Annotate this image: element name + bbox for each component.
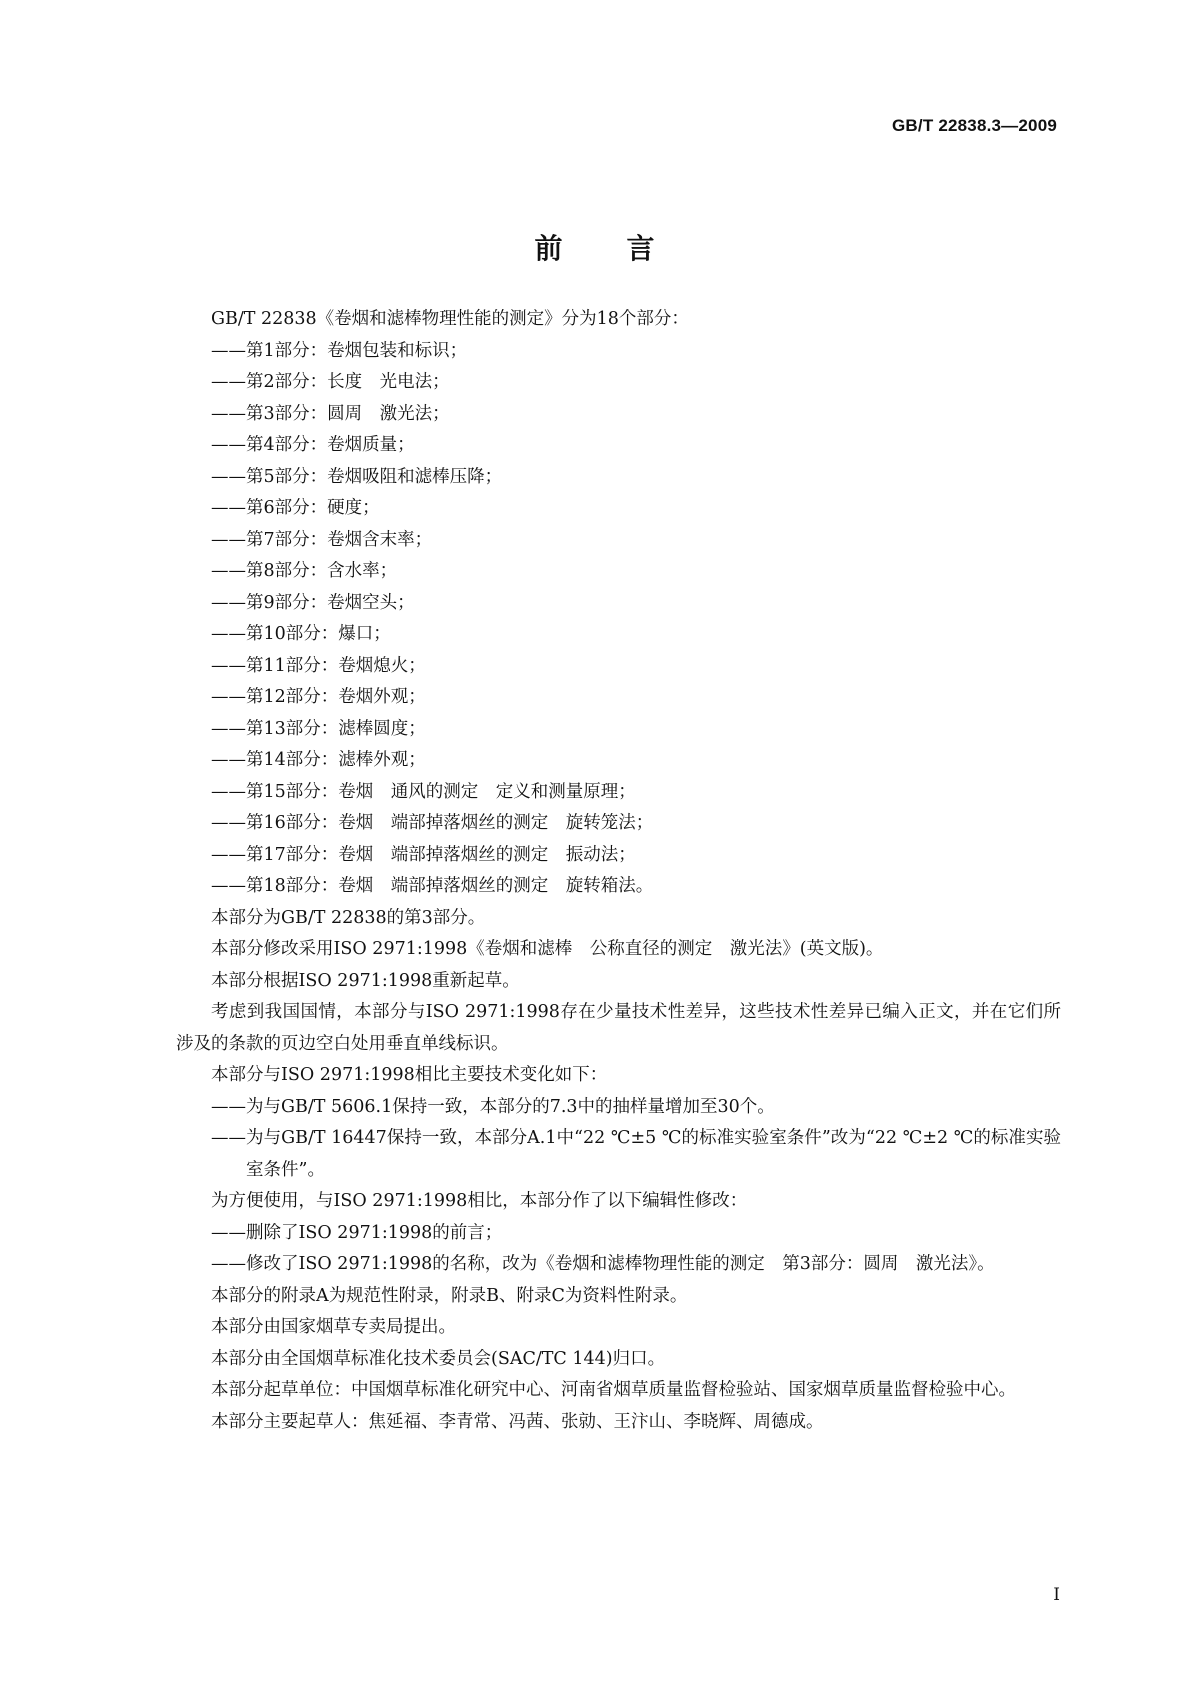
list-item: ——第10部分：爆口； [211, 624, 391, 644]
list-item: ——第14部分：滤棒外观； [211, 750, 426, 770]
list-item: ——第11部分：卷烟熄火； [211, 655, 426, 676]
foreword-body [176, 304, 1061, 1438]
list-item: ——第7部分：卷烟含末率； [211, 529, 433, 550]
list-item: ——第6部分：硬度； [211, 498, 380, 518]
page-number: I [1053, 1585, 1060, 1605]
paragraph: 本部分为GB/T 22838的第3部分。 [211, 907, 486, 928]
paragraph: 本部分修改采用ISO 2971:1998《卷烟和滤棒 公称直径的测定 激光法》(英文版)。 [211, 939, 884, 959]
paragraph: 本部分与ISO 2971:1998相比主要技术变化如下： [211, 1065, 608, 1085]
title-char-1: 前 [534, 232, 565, 265]
list-item: ——第18部分：卷烟 端部掉落烟丝的测定 旋转箱法。 [211, 876, 654, 896]
title-char-2: 言 [626, 232, 657, 265]
parts-list [176, 336, 1061, 903]
paragraph: 本部分起草单位：中国烟草标准化研究中心、河南省烟草质量监督检验站、国家烟草质量监督检验中心。 [211, 1380, 1016, 1400]
paragraph: 本部分主要起草人：焦延福、李青常、冯茜、张勍、王汴山、李晓辉、周德成。 [211, 1411, 824, 1432]
list-item: ——第3部分：圆周 激光法； [211, 403, 450, 424]
list-item: ——修改了ISO 2971:1998的名称，改为《卷烟和滤棒物理性能的测定 第3部分：圆周 激光法》。 [211, 1254, 995, 1274]
list-item: ——第2部分：长度 光电法； [211, 372, 450, 392]
paragraph: 本部分根据ISO 2971:1998重新起草。 [211, 970, 520, 991]
paragraph: 本部分由国家烟草专卖局提出。 [211, 1317, 456, 1337]
list-item: ——第5部分：卷烟吸阻和滤棒压降； [211, 466, 503, 487]
paragraph: 为方便使用，与ISO 2971:1998相比，本部分作了以下编辑性修改： [211, 1191, 748, 1211]
list-item: ——第8部分：含水率； [211, 561, 398, 581]
paragraph: 本部分由全国烟草标准化技术委员会(SAC/TC 144)归口。 [211, 1348, 666, 1369]
paragraph: 考虑到我国国情，本部分与ISO 2971:1998存在少量技术性差异，这些技术性差异已编入正文，并在它们所涉及的条款的页边空白处用垂直单线标识。 [176, 1002, 1061, 1054]
list-item: ——第17部分：卷烟 端部掉落烟丝的测定 振动法； [211, 844, 636, 865]
page-title [0, 227, 1191, 267]
list-item: ——为与GB/T 5606.1保持一致，本部分的7.3中的抽样量增加至30个。 [211, 1096, 775, 1117]
list-item: ——第16部分：卷烟 端部掉落烟丝的测定 旋转笼法； [211, 813, 654, 833]
list-item: ——删除了ISO 2971:1998的前言； [211, 1222, 503, 1243]
paragraph: 本部分的附录A为规范性附录，附录B、附录C为资料性附录。 [211, 1285, 688, 1306]
list-item: ——第1部分：卷烟包装和标识； [211, 340, 468, 361]
list-item: ——第15部分：卷烟 通风的测定 定义和测量原理； [211, 781, 636, 802]
list-item: ——第13部分：滤棒圆度； [211, 718, 426, 739]
intro-paragraph: GB/T 22838《卷烟和滤棒物理性能的测定》分为18个部分： [211, 309, 689, 329]
list-item: ——第9部分：卷烟空头； [211, 592, 415, 613]
list-item: ——第4部分：卷烟质量； [211, 435, 415, 455]
list-item: ——为与GB/T 16447保持一致，本部分A.1中“22 ℃±5 ℃的标准实验室条件”改为“22 ℃±2 ℃的标准实验室条件”。 [211, 1128, 1061, 1180]
list-item: ——第12部分：卷烟外观； [211, 687, 426, 707]
standard-code: GB/T 22838.3—2009 [892, 116, 1057, 135]
